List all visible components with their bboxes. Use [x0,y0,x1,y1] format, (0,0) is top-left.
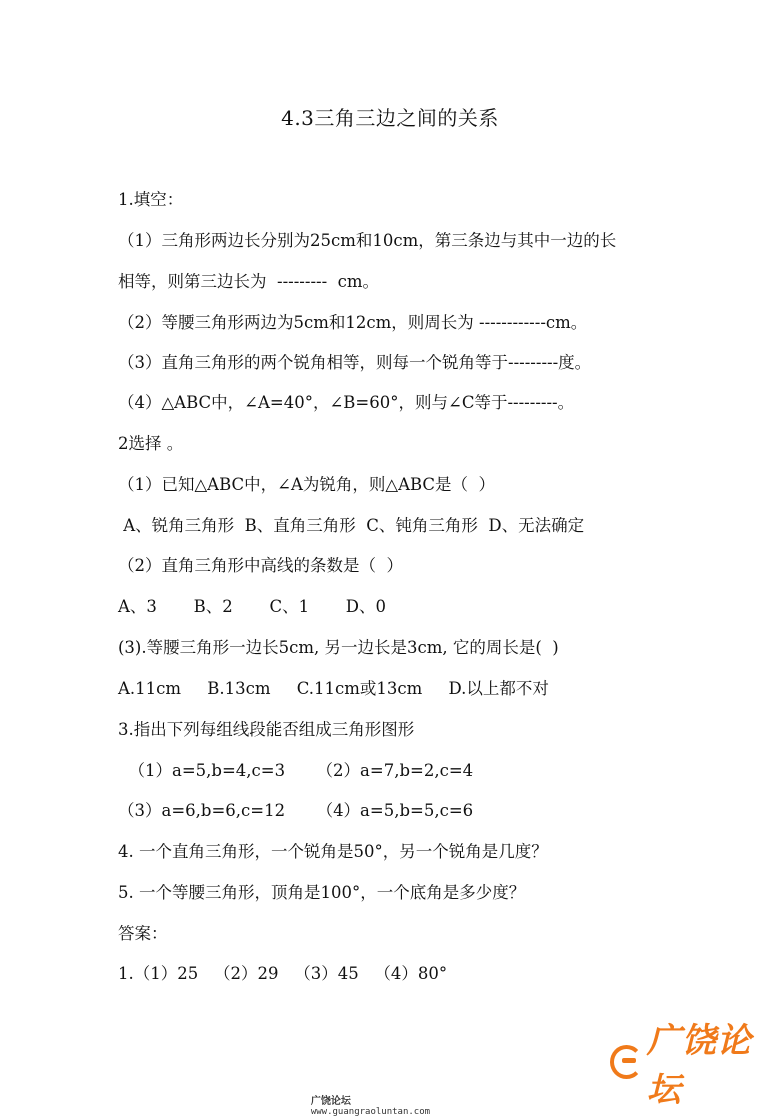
answers-heading: 答案： [118,924,168,943]
question-1-2: （2）等腰三角形两边为5cm和12cm，则周长为 ------------cm。 [118,313,588,332]
question-3-row-1: （1）a=5,b=4,c=3 （2）a=7,b=2,c=4 [118,761,474,780]
section-1-heading: 1.填空： [118,190,184,209]
site-logo [610,1021,780,1110]
question-2-1: （1）已知△ABC中，∠A为锐角，则△ABC是（ ） [118,475,496,494]
footer [300,1082,430,1117]
question-2-2-options: A、3 B、2 C、1 D、0 [118,597,387,616]
answers-1: 1.（1）25 （2）29 （3）45 （4）80° [118,964,448,983]
question-4: 4. 一个直角三角形，一个锐角是50°，另一个锐角是几度？ [118,842,548,861]
question-2-3-options: A.11cm B.13cm C.11cm或13cm D.以上都不对 [118,679,549,698]
section-3-heading: 3.指出下列每组线段能否组成三角形图形 [118,720,415,739]
section-2-heading: 2选择 。 [118,434,184,453]
question-1-3: （3）直角三角形的两个锐角相等，则每一个锐角等于---------度。 [118,353,592,372]
document-title: 4.3三角三边之间的关系 [281,106,499,130]
question-3-row-2: （3）a=6,b=6,c=12 （4）a=5,b=5,c=6 [118,801,474,820]
question-1-1: （1）三角形两边长分别为25cm和10cm，第三条边与其中一边的长 [118,231,617,250]
question-5: 5. 一个等腰三角形，顶角是100°，一个底角是多少度？ [118,883,526,902]
question-1-4: （4）△ABC中，∠A=40°，∠B=60°，则与∠C等于---------。 [118,393,575,412]
logo-mark-icon [610,1045,643,1079]
question-2-2: （2）直角三角形中高线的条数是（ ） [118,556,403,575]
question-2-3: (3).等腰三角形一边长5cm, 另一边长是3cm, 它的周长是( ) [118,638,559,657]
footer-site-name: 广饶论坛 [310,1096,351,1107]
question-1-1-cont: 相等，则第三边长为 --------- cm。 [118,272,380,291]
question-2-1-options: A、锐角三角形 B、直角三角形 C、钝角三角形 D、无法确定 [118,516,585,535]
logo-text: 广饶论坛 [646,1021,752,1110]
footer-url[interactable]: www.guangraoluntan.com [310,1107,431,1117]
